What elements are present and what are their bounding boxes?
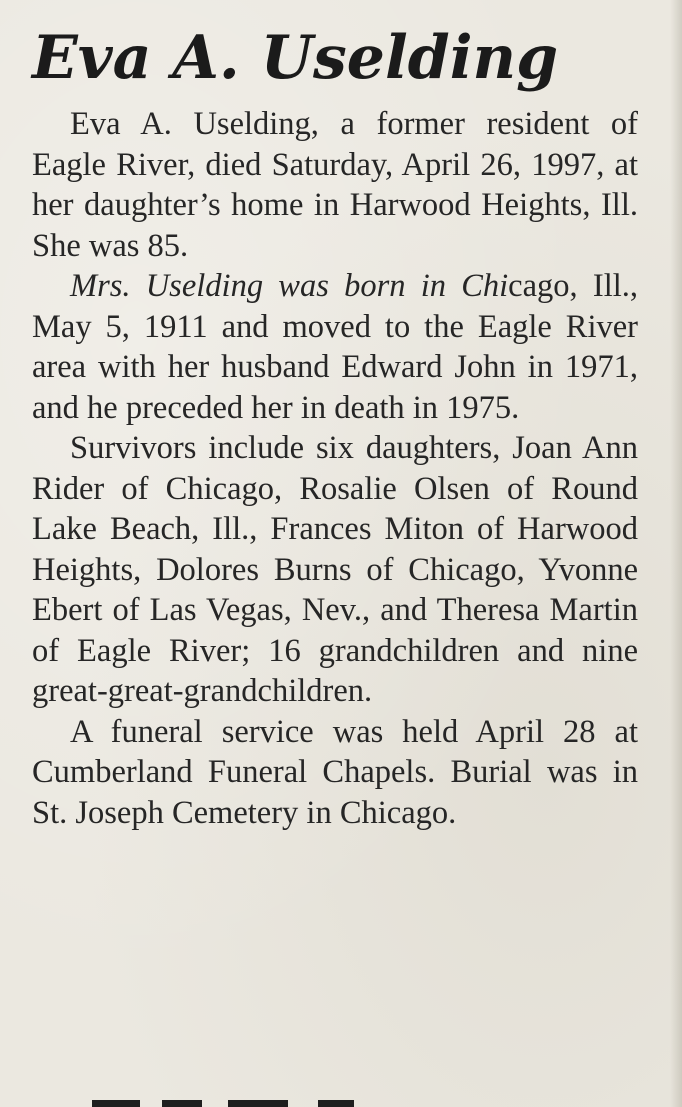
headline-fragment-mark: [318, 1100, 354, 1107]
paragraph-biography: [32, 266, 638, 428]
headline-fragment-mark: [92, 1100, 140, 1107]
clipping-edge-shadow: [670, 0, 682, 1107]
biography-text: [32, 268, 638, 426]
next-article-headline-fragment: [92, 1090, 392, 1107]
paragraph-survivors: Survivors include six daughters, Joan Ann Rider of Chicago, Rosalie Olsen of Round Lake Beach, Ill., Frances Miton of Harwood Heights, Dolores Burns of Chicago, Yvonne Ebert of Las Vegas, Nev., and Theresa Martin of Eagle River; 16 grandchildren and nine great-great-grandchildren.: [32, 430, 638, 709]
paragraph-death-notice: Eva A. Uselding, a former resident of Eagle River, died Saturday, April 26, 1997, at her daughter’s home in Harwood Heights, Ill. She was 85.: [32, 106, 638, 264]
biography-italic-lead: Mrs. Uselding was born in Chi: [70, 268, 509, 304]
headline-fragment-mark: [228, 1100, 288, 1107]
obituary-headline: Eva A. Uselding: [32, 23, 559, 93]
headline-fragment-mark: [162, 1100, 202, 1107]
paragraph-funeral-service: A funeral service was held April 28 at Cumberland Funeral Chapels. Burial was in St. Joseph Cemetery in Chicago.: [32, 713, 638, 831]
obituary-body: [32, 104, 638, 833]
biography-rest: cago, Ill., May 5, 1911 and moved to the Eagle River area with her husband Edward John in 1971, and he preceded her in death in 1975.: [32, 268, 639, 426]
